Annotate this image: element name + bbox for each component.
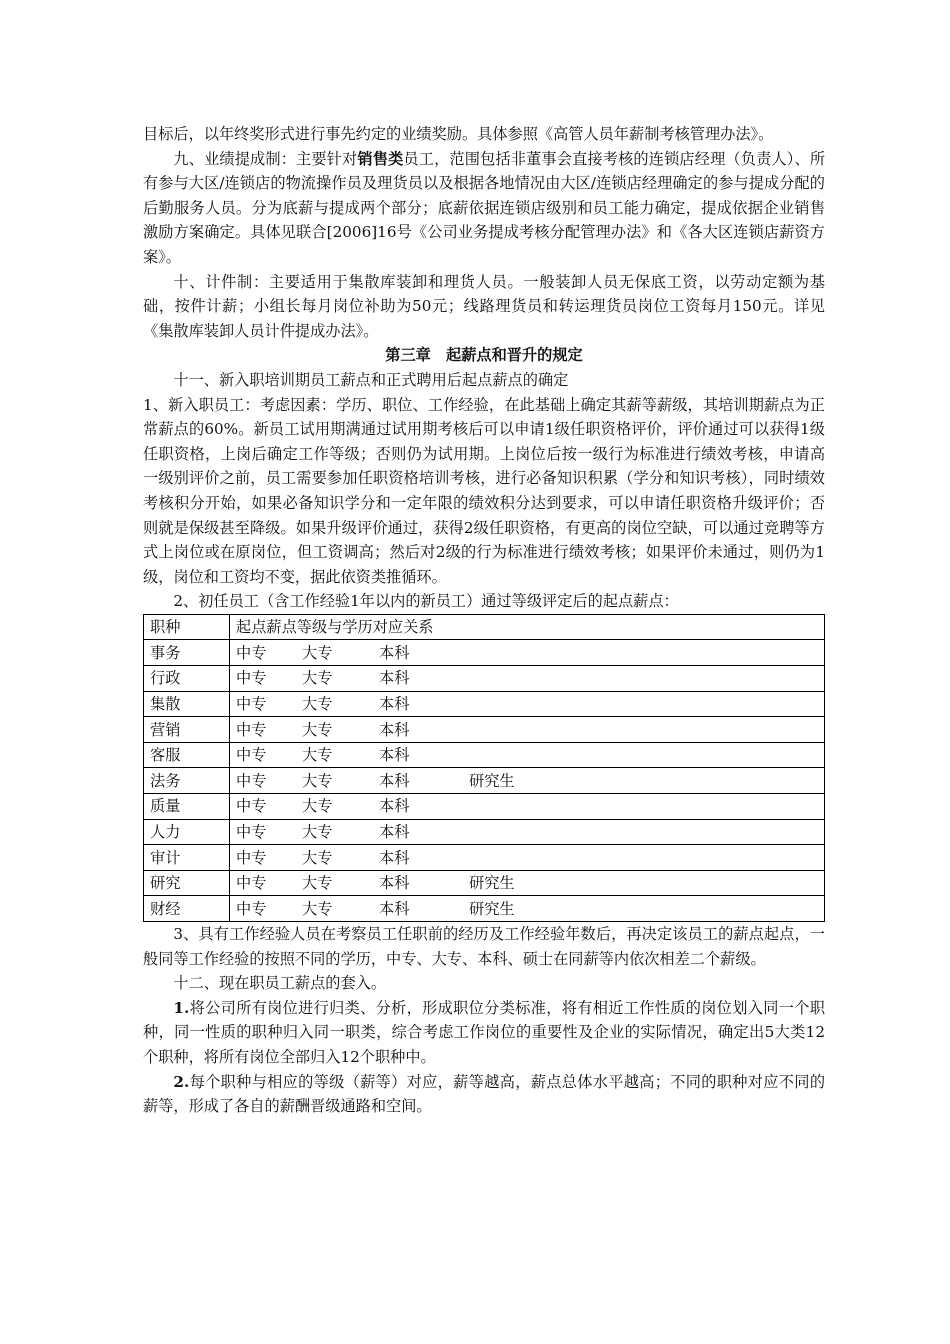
education-level: 本科 xyxy=(379,643,410,662)
table-row xyxy=(144,870,825,896)
paragraph-item-2 xyxy=(143,1070,825,1119)
education-level: 中专 xyxy=(236,669,267,688)
education-level: 中专 xyxy=(236,822,267,841)
education-level: 大专 xyxy=(302,694,333,713)
section-heading-12: 十二、现在职员工薪点的套入。 xyxy=(173,974,387,993)
education-levels-cell xyxy=(230,896,825,922)
job-type-cell: 营销 xyxy=(144,717,230,743)
education-level: 中专 xyxy=(236,874,267,893)
table-row xyxy=(144,691,825,717)
education-levels-cell xyxy=(230,742,825,768)
education-level: 大专 xyxy=(302,874,333,893)
paragraph-intro-continuation: 目标后，以年终奖形式进行事先约定的业绩奖励。具体参照《高管人员年薪制考核管理办法》。 xyxy=(143,125,774,143)
text: 每个职种与相应的等级（薪等）对应，薪等越高，薪点总体水平越高；不同的职种对应不同的薪等，形成了各自的薪酬晋级通路和空间。 xyxy=(143,1072,825,1116)
paragraph-item-1 xyxy=(143,996,825,1070)
job-type-cell: 集散 xyxy=(144,691,230,717)
education-levels-cell xyxy=(230,666,825,692)
paragraph-performance-commission xyxy=(143,147,825,270)
education-level: 本科 xyxy=(379,822,410,841)
education-levels-cell xyxy=(230,819,825,845)
education-level: 本科 xyxy=(379,874,410,893)
education-level: 大专 xyxy=(302,771,333,790)
education-level: 大专 xyxy=(302,899,333,918)
item-number: 2. xyxy=(173,1072,190,1091)
bold-text: 销售类 xyxy=(357,149,404,168)
education-level: 中专 xyxy=(236,720,267,739)
education-level: 本科 xyxy=(379,669,410,688)
education-level: 大专 xyxy=(302,797,333,816)
education-levels-cell xyxy=(230,717,825,743)
table-header-cell: 起点薪点等级与学历对应关系 xyxy=(230,614,825,640)
table-row xyxy=(144,742,825,768)
education-levels-cell xyxy=(230,870,825,896)
job-type-cell: 客服 xyxy=(144,742,230,768)
education-level: 中专 xyxy=(236,797,267,816)
salary-table xyxy=(143,614,825,922)
item-number: 1. xyxy=(173,998,190,1017)
education-level: 大专 xyxy=(302,822,333,841)
table-row xyxy=(144,717,825,743)
education-level: 大专 xyxy=(302,746,333,765)
education-levels-cell xyxy=(230,768,825,794)
job-type-cell: 法务 xyxy=(144,768,230,794)
table-header-row xyxy=(144,614,825,640)
education-level: 研究生 xyxy=(469,874,515,893)
job-type-cell: 人力 xyxy=(144,819,230,845)
table-header-cell: 职种 xyxy=(144,614,230,640)
education-level: 本科 xyxy=(379,746,410,765)
paragraph-piece-rate: 十、计件制：主要适用于集散库装卸和理货人员。一般装卸人员无保底工资，以劳动定额为基础，按件计薪；小组长每月岗位补助为50元；线路理货员和转运理货员岗位工资每月150元。详见《集散库装卸人员计件提成办法》。 xyxy=(143,272,825,340)
education-level: 本科 xyxy=(379,771,410,790)
education-level: 中专 xyxy=(236,771,267,790)
education-level: 本科 xyxy=(379,694,410,713)
education-level: 本科 xyxy=(379,720,410,739)
job-type-cell: 研究 xyxy=(144,870,230,896)
text: 九、业绩提成制：主要针对 xyxy=(173,149,358,168)
education-level: 大专 xyxy=(302,720,333,739)
education-level: 大专 xyxy=(302,669,333,688)
paragraph-initial-employee: 2、初任员工（含工作经验1年以内的新员工）通过等级评定后的起点薪点： xyxy=(173,592,679,611)
paragraph-new-employee: 1、新入职员工：考虑因素：学历、职位、工作经验，在此基础上确定其薪等薪级，其培训期薪点为正常薪点的60%。新员工试用期满通过试用期考核后可以申请1级任职资格评价，评价通过可以获得1级任职资格，上岗后确定工作等级；否则仍为试用期。上岗位后按一级行为标准进行绩效考核，申请高一级别评价之前，员工需要参加任职资格培训考核，进行必备知识积累（学分和知识考核），同时绩效考核积分开始，如果必备知识学分和一定年限的绩效积分达到要求，可以申请任职资格升级评价；否则就是保级甚至降级。如果升级评价通过，获得2级任职资格，有更高的岗位空缺，可以通过竞聘等方式上岗位或在原岗位，但工资调高；然后对2级的行为标准进行绩效考核；如果评价未通过，则仍为1级，岗位和工资均不变，据此依资类推循环。 xyxy=(143,395,825,586)
education-level: 中专 xyxy=(236,899,267,918)
education-level: 大专 xyxy=(302,643,333,662)
education-levels-cell xyxy=(230,794,825,820)
section-heading-11: 十一、新入职培训期员工薪点和正式聘用后起点薪点的确定 xyxy=(173,370,569,389)
education-level: 中专 xyxy=(236,746,267,765)
education-levels-cell xyxy=(230,691,825,717)
education-levels-cell xyxy=(230,845,825,871)
table-row xyxy=(144,666,825,692)
job-type-cell: 质量 xyxy=(144,794,230,820)
table-row xyxy=(144,794,825,820)
table-row xyxy=(144,640,825,666)
job-type-cell: 事务 xyxy=(144,640,230,666)
education-level: 中专 xyxy=(236,694,267,713)
job-type-cell: 审计 xyxy=(144,845,230,871)
job-type-cell: 财经 xyxy=(144,896,230,922)
education-level: 大专 xyxy=(302,848,333,867)
education-level: 中专 xyxy=(236,848,267,867)
education-levels-cell xyxy=(230,640,825,666)
education-level: 本科 xyxy=(379,797,410,816)
table-row xyxy=(144,819,825,845)
text: 将公司所有岗位进行归类、分析，形成职位分类标准，将有相近工作性质的岗位划入同一个职种，同一性质的职种归入同一职类，综合考虑工作岗位的重要性及企业的实际情况，确定出5大类12个职种，将所有岗位全部归入12个职种中。 xyxy=(143,998,825,1066)
table-row xyxy=(144,768,825,794)
table-row xyxy=(144,845,825,871)
education-level: 研究生 xyxy=(469,899,515,918)
text: 员工，范围包括非董事会直接考核的连锁店经理（负责人）、所有参与大区/连锁店的物流操作员及理货员以及根据各地情况由大区/连锁店经理确定的参与提成分配的后勤服务人员。分为底薪与提成两个部分；底薪依据连锁店级别和员工能力确定，提成依据企业销售激励方案确定。具体见联合[2006]16号《公司业务提成考核分配管理办法》和《各大区连锁店薪资方案》。 xyxy=(143,149,826,266)
chapter-heading: 第三章 起薪点和晋升的规定 xyxy=(385,346,583,365)
education-level: 本科 xyxy=(379,899,410,918)
education-level: 研究生 xyxy=(469,771,515,790)
job-type-cell: 行政 xyxy=(144,666,230,692)
education-level: 本科 xyxy=(379,848,410,867)
education-level: 中专 xyxy=(236,643,267,662)
document-page xyxy=(143,122,825,1119)
paragraph-experienced: 3、具有工作经验人员在考察员工任职前的经历及工作经验年数后，再决定该员工的薪点起点，一般同等工作经验的按照不同的学历，中专、大专、本科、硕士在同薪等内依次相差二个薪级。 xyxy=(143,925,825,968)
table-row xyxy=(144,896,825,922)
